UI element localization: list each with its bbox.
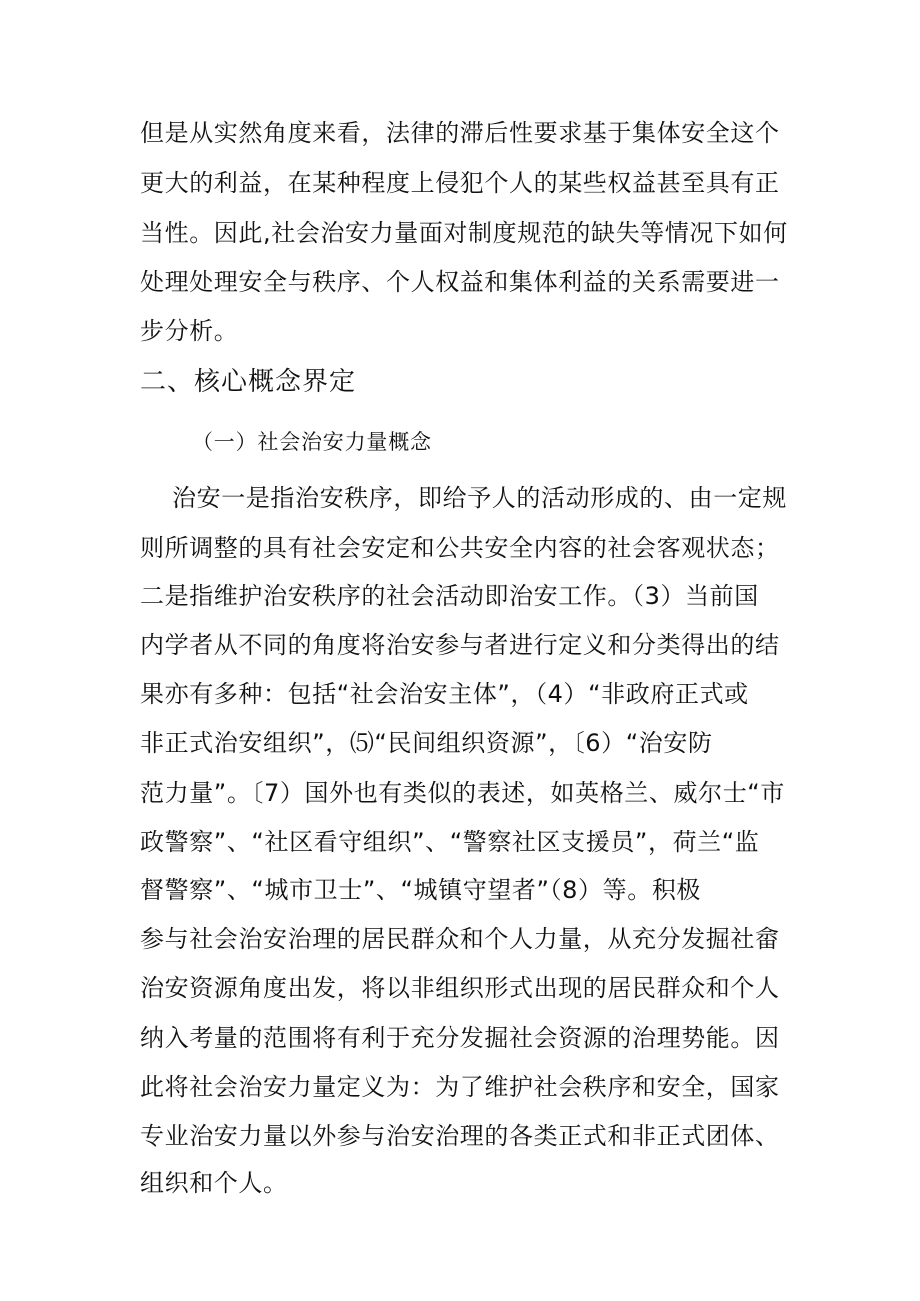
intro-line: 当性。因此,社会治安力量面对制度规范的缺失等情况下如何 — [140, 219, 788, 247]
body-line: 此将社会治安力量定义为：为了维护社会秩序和安全，国家 — [140, 1073, 780, 1101]
section-heading: 二、核心概念界定 — [140, 367, 357, 397]
body-line: 内学者从不同的角度将治安参与者进行定义和分类得出的结 — [140, 631, 780, 659]
body-line: 非正式治安组织”，⑸“民间组织资源”，〔6）“治安防 — [140, 729, 713, 757]
intro-line: 但是从实然角度来看，法律的滞后性要求基于集体安全这个 — [140, 119, 780, 147]
body-line: 纳入考量的范围将有利于充分发掘社会资源的治理势能。因 — [140, 1024, 780, 1052]
intro-line: 处理处理安全与秩序、个人权益和集体利益的关系需要进一 — [140, 268, 780, 296]
body-line: 督警察”、“城市卫士”、“城镇守望者”（8）等。积极 — [140, 876, 702, 904]
body-line: 政警察”、“社区看守组织”、“警察社区支援员”，荷兰“监 — [140, 828, 760, 856]
body-line: 组织和个人。 — [140, 1169, 288, 1197]
body-line: 专业治安力量以外参与治安治理的各类正式和非正式团体、 — [140, 1122, 780, 1150]
intro-line: 更大的利益，在某种程度上侵犯个人的某些权益甚至具有正 — [140, 169, 780, 197]
intro-line: 步分析。 — [140, 317, 239, 345]
subsection-heading: （一）社会治安力量概念 — [192, 430, 432, 454]
body-line: 则所调整的具有社会安定和公共安全内容的社会客观状态； — [140, 534, 780, 562]
body-line: 治安一是指治安秩序，即给予人的活动形成的、由一定规 — [172, 484, 787, 512]
body-line: 范力量”。〔7）国外也有类似的表述，如英格兰、威尔士“市 — [140, 779, 785, 807]
body-line: 果亦有多种：包括“社会治安主体”，（4）“非政府正式或 — [140, 680, 749, 708]
body-line: 参与社会治安治理的居民群众和个人力量，从充分发掘社畲 — [140, 925, 780, 953]
body-line: 治安资源角度出发，将以非组织形式出现的居民群众和个人 — [140, 974, 780, 1002]
body-line: 二是指维护治安秩序的社会活动即治安工作。（3）当前国 — [140, 582, 759, 610]
